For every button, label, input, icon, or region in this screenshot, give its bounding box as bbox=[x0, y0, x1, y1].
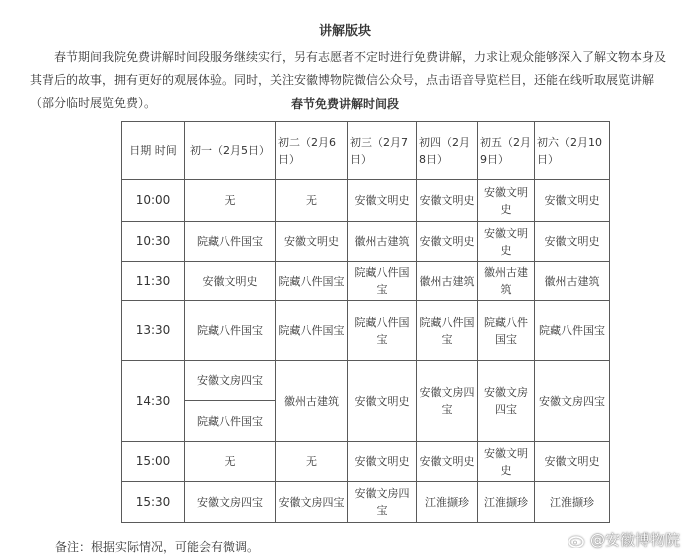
table-cell: 徽州古建筑 bbox=[478, 262, 535, 301]
table-cell: 安徽文明史 bbox=[348, 361, 417, 442]
time-cell: 10:30 bbox=[122, 222, 185, 262]
time-cell: 14:30 bbox=[122, 361, 185, 442]
table-row bbox=[122, 301, 610, 361]
table-cell: 无 bbox=[185, 180, 276, 222]
table-cell: 安徽文明史 bbox=[478, 222, 535, 262]
table-cell: 院藏八件国宝 bbox=[417, 301, 478, 361]
table-cell: 院藏八件国宝 bbox=[348, 262, 417, 301]
table-cell: 院藏八件国宝 bbox=[185, 401, 276, 442]
header-day-3: 初三（2月7日） bbox=[348, 122, 417, 180]
section-title: 讲解版块 bbox=[318, 24, 371, 39]
table-cell: 安徽文明史 bbox=[417, 442, 478, 482]
table-cell: 无 bbox=[185, 442, 276, 482]
time-cell: 11:30 bbox=[122, 262, 185, 301]
table-row bbox=[122, 222, 610, 262]
table-cell: 院藏八件国宝 bbox=[276, 301, 348, 361]
table-cell: 院藏八件国宝 bbox=[348, 301, 417, 361]
table-cell: 安徽文明史 bbox=[348, 180, 417, 222]
table-cell: 院藏八件国宝 bbox=[185, 301, 276, 361]
table-cell: 安徽文房四宝 bbox=[535, 361, 610, 442]
table-cell: 无 bbox=[276, 442, 348, 482]
table-header-row bbox=[122, 122, 610, 180]
table-cell: 安徽文房四宝 bbox=[478, 361, 535, 442]
table-row bbox=[122, 262, 610, 301]
table-cell: 安徽文房四宝 bbox=[417, 361, 478, 442]
table-cell: 院藏八件国宝 bbox=[276, 262, 348, 301]
watermark-text: @安徽博物院 bbox=[589, 531, 680, 549]
table-cell: 徽州古建筑 bbox=[535, 262, 610, 301]
table-title: 春节免费讲解时间段 bbox=[290, 97, 399, 111]
table-cell: 徽州古建筑 bbox=[348, 222, 417, 262]
table-row bbox=[122, 442, 610, 482]
table-cell: 安徽文房四宝 bbox=[348, 482, 417, 523]
intro-paragraph: 春节期间我院免费讲解时间段服务继续实行，另有志愿者不定时进行免费讲解，力求让观众能够深入了解文物本身及其背后的故事，拥有更好的观展体验。同时，关注安徽博物院微信公众号，点击语音导览栏目，还能在线听取展览讲解（部分临时展览免费）。 bbox=[30, 50, 667, 110]
table-cell: 院藏八件国宝 bbox=[185, 222, 276, 262]
table-cell: 安徽文明史 bbox=[417, 222, 478, 262]
header-day-5: 初五（2月9日） bbox=[478, 122, 535, 180]
table-cell: 徽州古建筑 bbox=[276, 361, 348, 442]
table-cell: 安徽文明史 bbox=[185, 262, 276, 301]
table-cell: 安徽文明史 bbox=[348, 442, 417, 482]
time-cell: 10:00 bbox=[122, 180, 185, 222]
time-cell: 15:00 bbox=[122, 442, 185, 482]
header-day-2: 初二（2月6日） bbox=[276, 122, 348, 180]
table-cell: 徽州古建筑 bbox=[417, 262, 478, 301]
table-cell: 安徽文房四宝 bbox=[185, 482, 276, 523]
table-cell: 安徽文明史 bbox=[478, 442, 535, 482]
table-row bbox=[122, 482, 610, 523]
table-cell: 安徽文明史 bbox=[417, 180, 478, 222]
footnote: 备注：根据实际情况，可能会有微调。 bbox=[55, 540, 260, 554]
schedule-table bbox=[121, 121, 610, 523]
time-cell: 13:30 bbox=[122, 301, 185, 361]
header-date-time: 日期 时间 bbox=[122, 122, 185, 180]
table-row bbox=[122, 361, 610, 401]
table-cell: 江淮撷珍 bbox=[535, 482, 610, 523]
table-cell: 江淮撷珍 bbox=[417, 482, 478, 523]
table-cell: 安徽文明史 bbox=[276, 222, 348, 262]
table-cell: 安徽文明史 bbox=[478, 180, 535, 222]
table-cell: 院藏八件国宝 bbox=[478, 301, 535, 361]
table-cell: 无 bbox=[276, 180, 348, 222]
time-cell: 15:30 bbox=[122, 482, 185, 523]
table-cell: 安徽文房四宝 bbox=[185, 361, 276, 401]
weibo-icon bbox=[568, 532, 586, 548]
table-row bbox=[122, 180, 610, 222]
header-day-1: 初一（2月5日） bbox=[185, 122, 276, 180]
table-cell: 安徽文房四宝 bbox=[276, 482, 348, 523]
header-day-4: 初四（2月8日） bbox=[417, 122, 478, 180]
table-cell: 院藏八件国宝 bbox=[535, 301, 610, 361]
table-cell: 安徽文明史 bbox=[535, 442, 610, 482]
table-cell: 安徽文明史 bbox=[535, 180, 610, 222]
weibo-watermark bbox=[568, 529, 680, 550]
table-cell: 安徽文明史 bbox=[535, 222, 610, 262]
header-day-6: 初六（2月10日） bbox=[535, 122, 610, 180]
table-cell: 江淮撷珍 bbox=[478, 482, 535, 523]
